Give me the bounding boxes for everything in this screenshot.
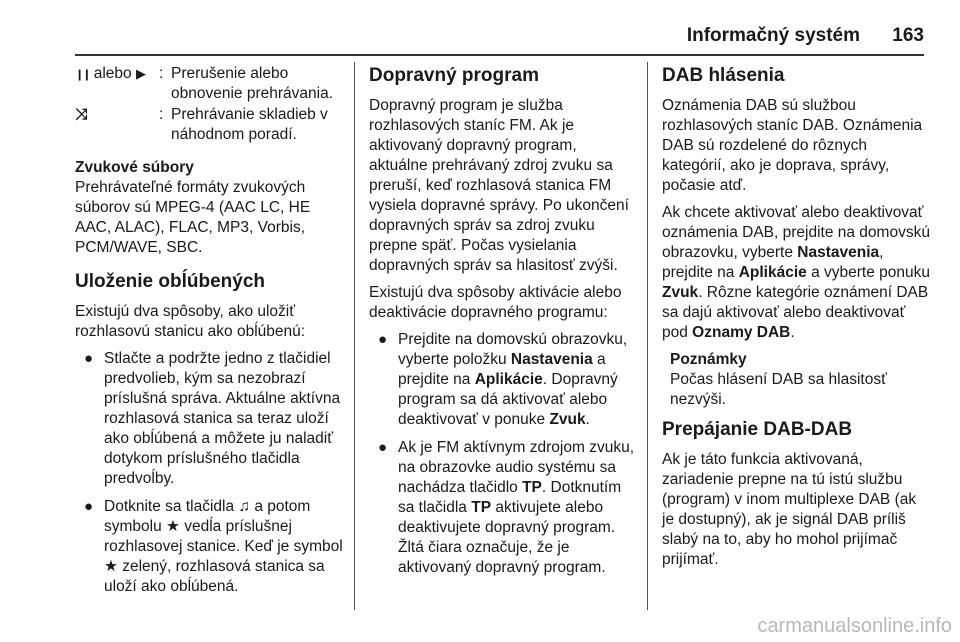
definition-row-pause-play: ❙❙ alebo ▶ : Prerušenie alebo obnovenie prehrávania. — [75, 64, 347, 104]
control-definitions — [75, 64, 347, 145]
page-header — [0, 0, 960, 56]
column-divider-1 — [354, 62, 355, 610]
favorites-tune-icon: ♫ — [238, 498, 251, 515]
column-divider-2 — [647, 62, 648, 610]
star-icon: ★ — [166, 518, 180, 535]
star-icon: ★ — [104, 558, 118, 575]
page-title: Informačný systém — [686, 25, 860, 46]
column-2 — [369, 64, 635, 586]
header-rule — [75, 54, 924, 56]
list-item — [75, 349, 347, 489]
favorites-heading: Uloženie obĺúbených — [75, 271, 266, 292]
note-heading: Poznámky — [670, 351, 747, 368]
shuffle-icon: ⤨ — [75, 106, 88, 123]
traffic-program-ways: Existujú dva spôsoby aktivácie alebo deaktivácie dopravného programu: — [369, 284, 622, 321]
term-text: alebo — [89, 65, 136, 82]
favorites-intro: Existujú dva spôsoby, ako uložiť rozhlasovú stanicu ako obĺúbenú: — [75, 303, 306, 340]
list-item: ● Prejdite na domovskú obrazovku, vyberte položku Nastavenia a prejdite na Aplikácie. Dopravný program sa dá aktivovať alebo deaktivovať v ponuke Zvuk. — [378, 331, 628, 428]
pause-icon: ❙❙ — [75, 69, 90, 81]
definition-description: Prerušenie alebo obnovenie prehrávania. — [171, 65, 334, 102]
definition-description: Prehrávanie skladieb v náhodnom poradí. — [171, 106, 328, 143]
column-3 — [662, 64, 932, 577]
list-item: ● Ak je FM aktívnym zdrojom zvuku, na obrazovke audio systému sa nachádza tlačidlo TP. Dotknutím sa tlačidla TP aktivujete alebo deaktivujete dopravný program. Žltá čiara označuje, že je aktivovaný dopravný program. — [378, 439, 635, 576]
bullet-icon: ● — [84, 498, 94, 515]
definition-term — [75, 64, 159, 104]
bullet-icon: ● — [378, 439, 388, 456]
definition-term — [75, 105, 159, 145]
sound-files-text: Prehrávateľné formáty zvukových súborov sú MPEG-4 (AAC LC, HE AAC, ALAC), FLAC, MP3, Vorbis, PCM/WAVE, SBC. — [75, 179, 311, 256]
column-1 — [75, 64, 347, 605]
bullet-icon: ● — [378, 331, 388, 348]
definition-row-shuffle: ⤨ : Prehrávanie skladieb v náhodnom poradí. — [75, 105, 347, 145]
play-icon: ▶ — [135, 66, 146, 81]
note-text: Počas hlásení DAB sa hlasitosť nezvýši. — [670, 371, 887, 408]
dab-announcements-heading: DAB hlásenia — [662, 65, 785, 86]
bullet-icon: ● — [84, 350, 94, 367]
list-item: ● Dotknite sa tlačidla ♫ a potom symbolu ★ vedĺa príslušnej rozhlasovej stanice. Keď je symbol ★ zelený, rozhlasová stanica sa uloží ako obĺúbená. — [84, 498, 343, 595]
traffic-program-text: Dopravný program je služba rozhlasových staníc FM. Ak je aktivovaný dopravný program, aktuálne prehrávaný zdroj zvuku sa preruší, keď rozhlasová stanica FM vysiela dopravné správy. Po ukončení dopravných správ sa zdroj zvuku prepne späť. Počas vysielania dopravných správ sa hlasitosť zvýši. — [369, 97, 629, 274]
note-box — [670, 350, 932, 410]
traffic-program-heading: Dopravný program — [369, 65, 539, 86]
page-number: 163 — [892, 25, 924, 46]
sound-files-heading: Zvukové súbory — [75, 159, 194, 176]
dab-linking-heading: Prepájanie DAB-DAB — [662, 419, 853, 440]
dab-linking-text: Ak je táto funkcia aktivovaná, zariadenie prepne na tú istú službu (program) v inom multiplexe DAB (ak je dostupný), ak je signál DAB príliš slabý na to, aby ho mohol prijímač prijímať. — [662, 451, 917, 568]
dab-announcements-text: Oznámenia DAB sú službou rozhlasových staníc DAB. Oznámenia DAB sú rozdelené do rôznych kategórií, ako je doprava, správy, počasie atď. — [662, 97, 923, 194]
favorites-list — [75, 349, 347, 597]
watermark: carmanualsonline.info — [757, 615, 952, 637]
dab-announcements-howto: Ak chcete aktivovať alebo deaktivovať oznámenia DAB, prejdite na domovskú obrazovku, vyberte Nastavenia, prejdite na Aplikácie a vyberte ponuku Zvuk. Rôzne kategórie oznámení DAB sa dajú aktivovať alebo deaktivovať pod Oznamy DAB. — [662, 204, 930, 341]
traffic-program-list — [369, 330, 635, 578]
list-item-text: Stlačte a podržte jedno z tlačidiel predvolieb, kým sa nezobrazí príslušná správa. Aktuálne aktívna rozhlasová stanica sa teraz uloží ako obĺúbená a môžete ju naladiť dotykom príslušného tlačidla predvoĺby. — [104, 350, 341, 487]
